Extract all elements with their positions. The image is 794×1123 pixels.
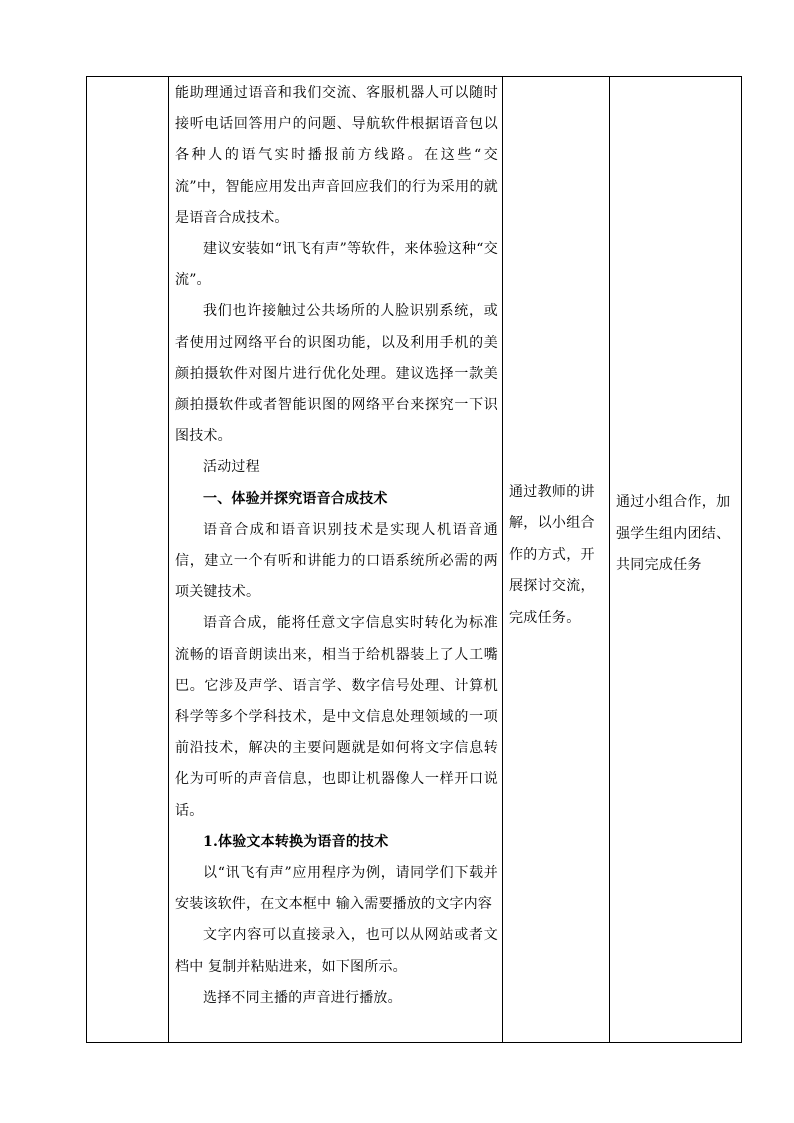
paragraph-copy-paste: 文字内容可以直接录入，也可以从网站或者文档中 复制并粘贴进来，如下图所示。: [175, 927, 498, 975]
table-row: [87, 77, 742, 1043]
lesson-plan-table: [86, 76, 742, 1043]
paragraph-install-app: 以“讯飞有声”应用程序为例，请同学们下载并安装该软件，在文本框中 输入需要播放的文字内容: [175, 865, 498, 913]
paragraph-intro: 能助理通过语音和我们交流、客服机器人可以随时接听电话回答用户的问题、导航软件根据语音包以各种人的语气实时播报前方线路。在这些“交流”中，智能应用发出声音回应我们的行为采用的就是语音合成技术。: [175, 85, 498, 226]
design-intent-text: 通过小组合作，加强学生组内团结、共同完成任务: [616, 494, 731, 574]
paragraph-activity-process: 活动过程: [203, 459, 260, 476]
teaching-content-cell: [169, 77, 503, 1043]
student-activity-text: 通过教师的讲解，以小组合作的方式，开展探讨交流，完成任务。: [509, 483, 595, 626]
design-intent-cell: [610, 77, 742, 1043]
heading-text-to-speech: 1.体验文本转换为语音的技术: [203, 833, 389, 850]
paragraph-select-voice: 选择不同主播的声音进行播放。: [203, 989, 402, 1006]
student-activity-cell: [503, 77, 610, 1043]
paragraph-image-recognition: 我们也许接触过公共场所的人脸识别系统，或者使用过网络平台的识图功能，以及利用手机的美颜拍摄软件对图片进行优化处理。建议选择一款美颜拍摄软件或者智能识图的网络平台来探究一下识图技术。: [175, 303, 498, 445]
paragraph-speech-synthesis-definition: 语音合成，能将任意文字信息实时转化为标准流畅的语音朗读出来，相当于给机器装上了人工嘴巴。它涉及声学、语言学、数字信号处理、计算机科学等多个学科技术，是中文信息处理领域的一项前沿技术，解决的主要问题就是如何将文字信息转化为可听的声音信息，也即让机器像人一样开口说话。: [175, 615, 498, 819]
section-label-cell: [87, 77, 169, 1043]
paragraph-suggest-app: 建议安装如“讯飞有声”等软件，来体验这种“交流”。: [175, 241, 498, 289]
heading-speech-synthesis: 一、体验并探究语音合成技术: [203, 490, 388, 507]
paragraph-key-technologies: 语音合成和语音识别技术是实现人机语音通信，建立一个有听和讲能力的口语系统所必需的两项关键技术。: [175, 521, 498, 601]
